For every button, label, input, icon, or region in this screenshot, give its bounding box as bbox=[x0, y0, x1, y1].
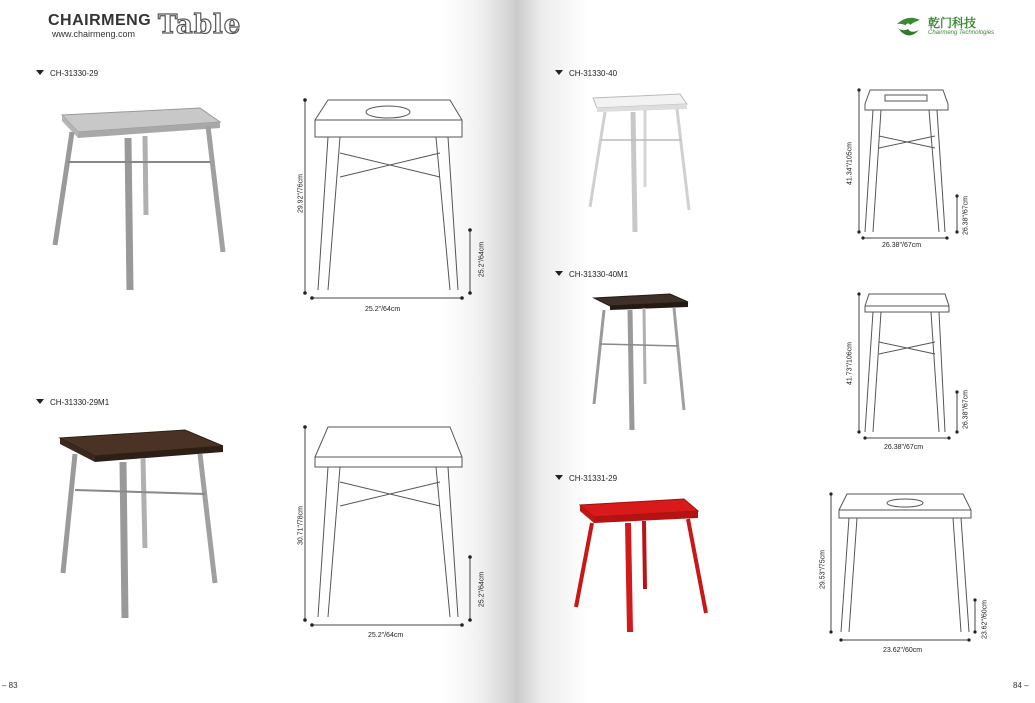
triangle-bullet-icon bbox=[555, 475, 563, 480]
logo-chinese-name: 乾门科技 bbox=[928, 16, 977, 30]
page-number-left: – 83 bbox=[2, 681, 18, 690]
product-model: CH-31330-40M1 bbox=[569, 270, 629, 279]
leg-dimension: 25.2"/64cm bbox=[478, 241, 486, 278]
height-dimension: 29.92"/76cm bbox=[297, 173, 305, 214]
product-label bbox=[555, 69, 617, 78]
product-photo bbox=[55, 428, 230, 623]
triangle-bullet-icon bbox=[36, 70, 44, 75]
leg-dimension: 23.62"/60cm bbox=[981, 599, 989, 640]
product-model: CH-31331-29 bbox=[569, 474, 618, 483]
product-photo bbox=[572, 497, 712, 637]
leg-dimension: 26.38"/67cm bbox=[962, 195, 970, 236]
dimension-drawing bbox=[825, 490, 985, 650]
product-label bbox=[36, 398, 109, 407]
width-dimension: 23.62"/60cm bbox=[883, 647, 923, 654]
dimension-drawing bbox=[855, 86, 975, 246]
product-model: CH-31330-29M1 bbox=[50, 398, 110, 407]
triangle-bullet-icon bbox=[555, 70, 563, 75]
dimension-drawing bbox=[297, 422, 485, 637]
brand-name: CHAIRMENG bbox=[48, 12, 152, 29]
product-photo bbox=[585, 92, 695, 234]
width-dimension: 25.2"/64cm bbox=[368, 632, 404, 639]
leg-dimension: 26.38"/67cm bbox=[962, 389, 970, 430]
product-label bbox=[555, 474, 617, 483]
height-dimension: 41.73"/106cm bbox=[846, 342, 854, 385]
page-number-value: 84 bbox=[1013, 681, 1022, 690]
height-dimension: 30.71"/78cm bbox=[297, 505, 305, 546]
width-dimension: 25.2"/64cm bbox=[365, 306, 401, 313]
leg-dimension: 25.2"/64cm bbox=[478, 571, 486, 608]
product-label bbox=[36, 69, 98, 78]
product-model: CH-31330-40 bbox=[569, 69, 618, 78]
height-dimension: 41.34"/105cm bbox=[846, 142, 854, 185]
dimension-drawing bbox=[297, 95, 485, 310]
dimension-drawing bbox=[855, 290, 975, 450]
brand-url: www.chairmeng.com bbox=[52, 29, 136, 39]
product-photo bbox=[590, 292, 690, 434]
triangle-bullet-icon bbox=[36, 399, 44, 404]
triangle-bullet-icon bbox=[555, 271, 563, 276]
logo-english-name: Chairmeng Technologies bbox=[928, 30, 995, 36]
section-title: Table bbox=[158, 10, 242, 40]
width-dimension: 26.38"/67cm bbox=[882, 242, 922, 249]
product-label bbox=[555, 270, 628, 279]
product-photo bbox=[50, 100, 230, 295]
page-number-right: 84 – bbox=[1013, 681, 1029, 690]
company-logo-icon bbox=[893, 12, 923, 42]
width-dimension: 26.38"/67cm bbox=[884, 444, 924, 451]
height-dimension: 29.53"/75cm bbox=[819, 549, 827, 590]
page-number-value: 83 bbox=[8, 681, 18, 690]
product-model: CH-31330-29 bbox=[50, 69, 99, 78]
